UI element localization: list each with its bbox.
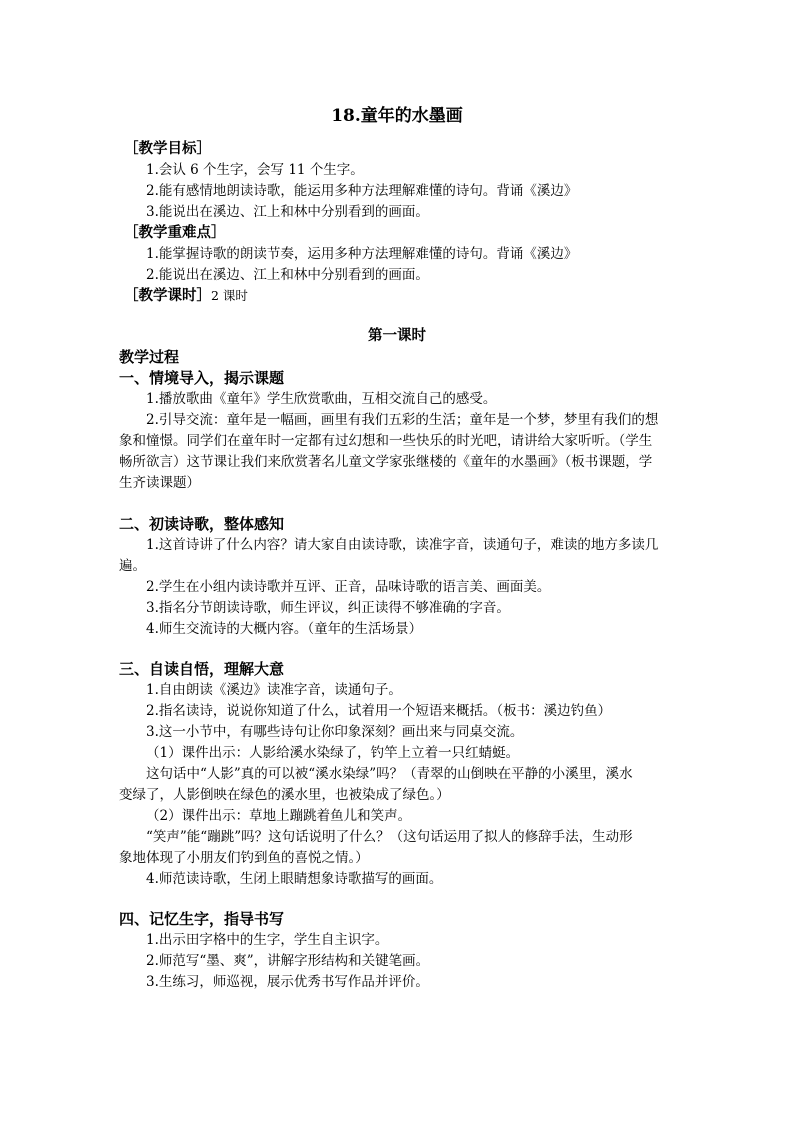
key-point-item: 2.能说出在溪边、江上和林中分别看到的画面。 <box>146 267 429 283</box>
duration-heading: ［教学课时］ <box>124 287 211 304</box>
section-heading: 二、初读诗歌，整体感知 <box>119 515 285 533</box>
section-heading: 三、自读自悟，理解大意 <box>119 660 285 678</box>
paragraph-line: 4.师范读诗歌，生闭上眼睛想象诗歌描写的画面。 <box>146 871 443 887</box>
paragraph-line: 生齐读课题） <box>119 475 200 491</box>
paragraph-line: 4.师生交流诗的大概内容。（童年的生活场景） <box>146 621 423 637</box>
lesson-period-title: 第一课时 <box>368 327 426 344</box>
paragraph-line: 3.这一小节中，有哪些诗句让你印象深刻？画出来与同桌交流。 <box>146 724 524 740</box>
paragraph-line: 畅所欲言）这节课让我们来欣赏著名儿童文学家张继楼的《童年的水墨画》（板书课题，学 <box>119 454 653 470</box>
paragraph-line: 3.指名分节朗读诗歌，师生评议，纠正读得不够准确的字音。 <box>146 600 510 616</box>
section-heading: 一、情境导入，揭示课题 <box>119 369 285 387</box>
paragraph-line: 2.师范写“墨、爽”，讲解字形结构和关键笔画。 <box>146 953 430 969</box>
paragraph-line: “笑声”能“蹦跳”吗？这句话说明了什么？（这句话运用了拟人的修辞手法，生动形 <box>146 829 633 845</box>
key-point-item: 1.能掌握诗歌的朗读节奏，运用多种方法理解难懂的诗句。背诵《溪边》 <box>146 246 578 262</box>
paragraph-line: 2.指名读诗，说说你知道了什么，试着用一个短语来概括。（板书：溪边钓鱼） <box>146 703 612 719</box>
courseware-quote: （1）课件出示：人影给溪水染绿了，钓竿上立着一只红蜻蜓。 <box>146 745 520 761</box>
courseware-quote: （2）课件出示：草地上蹦跳着鱼儿和笑声。 <box>146 808 412 824</box>
objective-item: 2.能有感情地朗读诗歌，能运用多种方法理解难懂的诗句。背诵《溪边》 <box>146 183 578 199</box>
paragraph-line: 2.学生在小组内读诗歌并互评、正音，品味诗歌的语言美、画面美。 <box>146 579 551 595</box>
paragraph-line: 遍。 <box>119 558 146 574</box>
objectives-heading: ［教学目标］ <box>124 140 211 157</box>
paragraph-line: 象地体现了小朋友们钓到鱼的喜悦之情。） <box>119 850 369 866</box>
process-heading: 教学过程 <box>119 348 180 366</box>
objective-item: 3.能说出在溪边、江上和林中分别看到的画面。 <box>146 204 429 220</box>
paragraph-line: 1.播放歌曲《童年》学生欣赏歌曲，互相交流自己的感受。 <box>146 391 497 407</box>
duration-line <box>124 286 248 306</box>
paragraph-line: 1.这首诗讲了什么内容？请大家自由读诗歌，读准字音，读通句子，难读的地方多读几 <box>146 537 659 553</box>
key-points-heading: ［教学重难点］ <box>124 224 226 241</box>
duration-value: 2 课时 <box>211 288 248 303</box>
paragraph-line: 象和憧憬。同学们在童年时一定都有过幻想和一些快乐的时光吧，请讲给大家听听。（学生 <box>119 433 653 449</box>
lesson-title: 18.童年的水墨画 <box>331 106 463 126</box>
paragraph-line: 变绿了，人影倒映在绿色的溪水里，也被染成了绿色。） <box>119 787 450 803</box>
section-heading: 四、记忆生字，指导书写 <box>119 910 285 928</box>
paragraph-line: 2.引导交流：童年是一幅画，画里有我们五彩的生活；童年是一个梦，梦里有我们的想 <box>146 412 659 428</box>
paragraph-line: 这句话中“人影”真的可以被“溪水染绿”吗？（青翠的山倒映在平静的小溪里，溪水 <box>146 766 633 782</box>
paragraph-line: 1.自由朗读《溪边》读准字音，读通句子。 <box>146 682 402 698</box>
paragraph-line: 1.出示田字格中的生字，学生自主识字。 <box>146 932 389 948</box>
paragraph-line: 3.生练习，师巡视，展示优秀书写作品并评价。 <box>146 974 429 990</box>
objective-item: 1.会认 6 个生字，会写 11 个生字。 <box>146 162 364 178</box>
